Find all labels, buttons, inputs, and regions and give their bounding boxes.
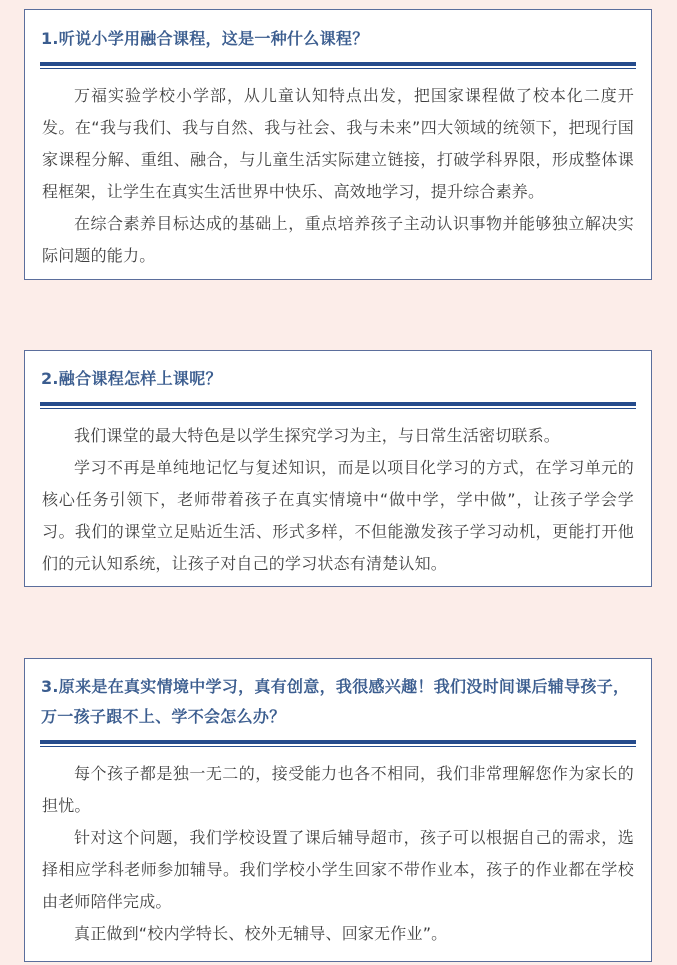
answer-paragraph: 真正做到“校内学特长、校外无辅导、回家无作业”。 [74,924,448,943]
answer-body [25,409,651,580]
answer-body [25,747,651,950]
qa-card-1 [24,9,652,280]
question-title: 2.融合课程怎样上课呢？ [41,369,222,388]
qa-card-3 [24,658,652,962]
answer-paragraph: 我们课堂的最大特色是以学生探究学习为主，与日常生活密切联系。 [74,426,561,445]
answer-body [25,69,651,272]
title-divider [40,402,636,409]
answer-paragraph: 针对这个问题，我们学校设置了课后辅导超市，孩子可以根据自己的需求，选择相应学科老师参加辅导。我们学校小学生回家不带作业本，孩子的作业都在学校由老师陪伴完成。 [42,828,634,911]
title-divider [40,62,636,69]
question-title: 1.听说小学用融合课程，这是一种什么课程？ [41,29,369,48]
qa-card-2 [24,350,652,587]
answer-paragraph: 万福实验学校小学部，从儿童认知特点出发，把国家课程做了校本化二度开发。在“我与我们、我与自然、我与社会、我与未来”四大领域的统领下，把现行国家课程分解、重组、融合，与儿童生活实际建立链接，打破学科界限，形成整体课程框架，让学生在真实生活世界中快乐、高效地学习，提升综合素养。 [42,86,634,201]
answer-paragraph: 学习不再是单纯地记忆与复述知识，而是以项目化学习的方式，在学习单元的核心任务引领下，老师带着孩子在真实情境中“做中学，学中做”，让孩子学会学习。我们的课堂立足贴近生活、形式多样，不但能激发孩子学习动机，更能打开他们的元认知系统，让孩子对自己的学习状态有清楚认知。 [42,458,634,573]
answer-paragraph: 在综合素养目标达成的基础上，重点培养孩子主动认识事物并能够独立解决实际问题的能力。 [42,214,634,265]
question-title: 3.原来是在真实情境中学习，真有创意，我很感兴趣！我们没时间课后辅导孩子，万一孩子跟不上、学不会怎么办？ [41,677,630,726]
answer-paragraph: 每个孩子都是独一无二的，接受能力也各不相同，我们非常理解您作为家长的担忧。 [42,764,634,815]
title-divider [40,740,636,747]
